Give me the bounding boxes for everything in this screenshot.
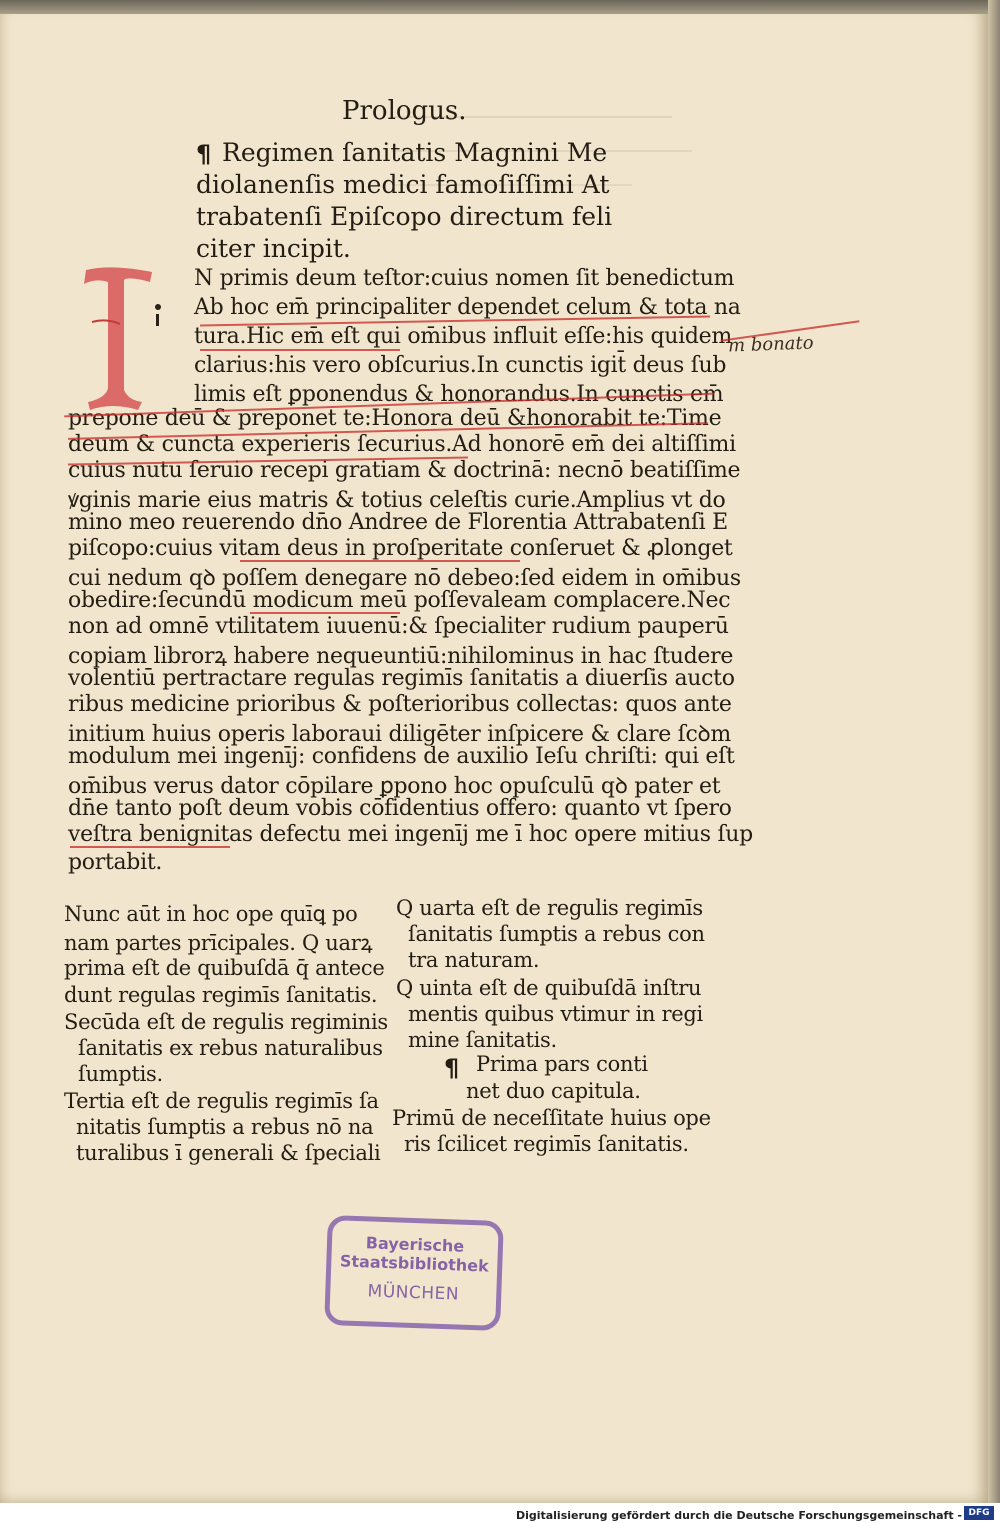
body-line: prepone deū & preponet te:Honora deū &honorabit te:Time [68, 406, 722, 431]
digitization-credit: Digitalisierung gefördert durch die Deutsche Forschungsgemeinschaft - [515, 1509, 962, 1522]
body-line: non ad omnē vtilitatem iuuenū:& ſpecialiter rudium pauperū [68, 614, 729, 639]
page-title: Prologus. [342, 96, 467, 126]
body-line: limis eſt ꝑponendus & honorandus.In cunctis em̄ [194, 382, 724, 407]
body-line: cuius nutu ſeruio recepi gratiam & doctrinā: necnō beatiſſime [68, 458, 741, 483]
left-column-line: ſanitatis ex rebus naturalibus [78, 1036, 383, 1060]
body-line: dn̄e tanto poſt deum vobis cōfidentius offero: quanto vt ſpero [68, 796, 732, 821]
body-line: ꝟginis marie eius matris & totius celeſtis curie.Amplius vt do [68, 488, 726, 513]
right-column-line: ſanitatis ſumptis a rebus con [408, 922, 705, 946]
red-underline [240, 560, 520, 562]
stamp-line: Bayerische [365, 1233, 465, 1256]
right-column-line: net duo capitula. [466, 1079, 641, 1103]
left-column-line: nitatis ſumptis a rebus nō na [76, 1115, 374, 1139]
pilcrow-icon: ¶ [444, 1054, 460, 1082]
body-line: mino meo reuerendo dn̄o Andree de Florentia Attrabatenſi E [68, 510, 728, 535]
body-line: volentiū pertractare regulas regimīs ſanitatis a diuerſis aucto [68, 666, 735, 691]
left-column-line: Nunc aūt in hoc ope quīꝗ po [64, 902, 358, 926]
body-line: ribus medicine prioribus & poſterioribus collectas: quos ante [68, 692, 732, 717]
body-line: initium huius operis laboraui diligēter inſpicere & clare ſcꝺm [68, 722, 731, 747]
right-column-line: Q uarta eſt de regulis regimīs [396, 896, 703, 920]
red-initial-letter [72, 262, 162, 412]
right-column-line: ris ſcilicet regimīs ſanitatis. [404, 1132, 689, 1156]
body-line: clarius:his vero obſcurius.In cunctis igit̄ deus ſub [194, 353, 727, 378]
right-column-line: mine ſanitatis. [408, 1028, 557, 1052]
right-column-line: mentis quibus vtimur in regi [408, 1002, 703, 1026]
left-column-line: Secūda eſt de regulis regiminis [64, 1010, 388, 1034]
heading-line: trabatenſi Epiſcopo directum feli [196, 202, 613, 231]
left-column-line: ſumptis. [78, 1062, 163, 1086]
page-right-edge [988, 0, 1000, 1503]
body-line: obedire:ſecundū modicum meū poſſevaleam complacere.Nec [68, 588, 731, 613]
body-line: cui nedum qꝺ poſſem denegare nō debeo:ſed eidem in om̄ibus [68, 566, 741, 591]
red-underline [200, 349, 400, 351]
stamp-line: Staatsbibliothek [339, 1251, 490, 1276]
left-column-line: turalibus ī generali & ſpeciali [76, 1141, 381, 1165]
body-line: deum & cuncta experieris ſecurius.Ad honorē em̄ dei altiſſimi [68, 432, 736, 457]
pilcrow-icon: ¶ [196, 140, 212, 168]
red-underline [250, 612, 400, 614]
body-line: piſcopo:cuius vitam deus in proſperitate conſeruet & ꝓlonget [68, 536, 733, 561]
body-line: copiam librorꝝ habere nequeuntiū:nihilominus in hac ſtudere [68, 644, 734, 669]
library-stamp [324, 1215, 504, 1331]
stamp-line: MÜNCHEN [367, 1281, 460, 1305]
right-column-line: Q uinta eſt de quibuſdā inſtru [396, 976, 702, 1000]
left-column-line: nam partes prīcipales. Q uarꝝ [64, 931, 373, 955]
body-line: modulum mei ingenīj: confidens de auxilio Ieſu chriſti: qui eſt [68, 744, 735, 769]
left-column-line: Tertia eſt de regulis regimīs ſa [64, 1089, 379, 1113]
body-line: om̄ibus verus dator cōpilare ꝑpono hoc opuſculū qꝺ pater et [68, 774, 721, 799]
right-column-line: Primū de neceſſitate huius ope [392, 1106, 711, 1130]
left-column-line: dunt regulas regimīs ſanitatis. [64, 983, 378, 1007]
right-column-line: Prima pars conti [476, 1052, 648, 1076]
body-line: tura.Hic em̄ eſt qui om̄ibus influit eſſe:his quidem [194, 324, 732, 349]
red-underline [70, 846, 230, 848]
dfg-logo: DFG [964, 1506, 994, 1520]
body-line: veſtra benignitas defectu mei ingenīj me ī hoc opere mitius ſup [68, 822, 753, 847]
marginal-note: m bonato [727, 332, 814, 357]
body-line: Ab hoc em̄ principaliter dependet celum & tota na [194, 295, 741, 320]
heading-line: Regimen ſanitatis Magnini Me [222, 138, 608, 167]
right-column-line: tra naturam. [408, 948, 540, 972]
body-line: N primis deum teſtor:cuius nomen ſit benedictum [194, 266, 735, 291]
left-column-line: prima eſt de quibuſdā q̄ antece [64, 956, 385, 980]
heading-line: citer incipit. [196, 234, 351, 263]
body-line: portabit. [68, 850, 163, 875]
heading-line: diolanenſis medici famoſiſſimi At [196, 170, 610, 199]
page-top-edge [0, 0, 1000, 14]
